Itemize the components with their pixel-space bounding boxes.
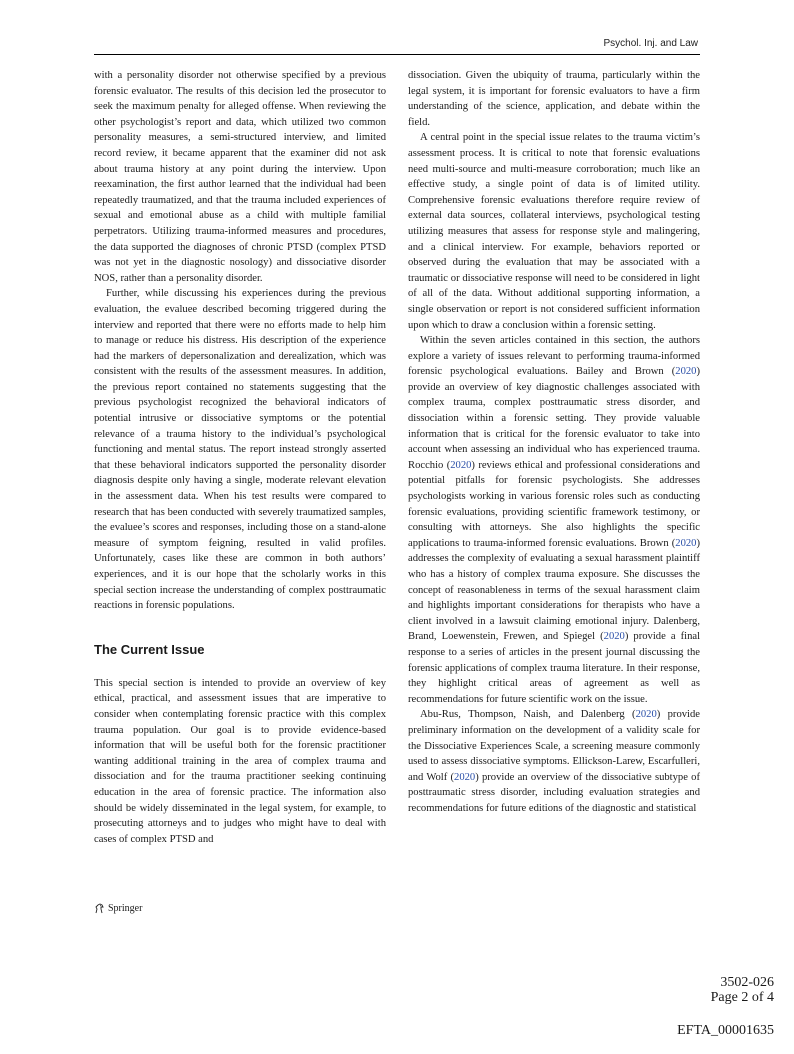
text-run: Abu-Rus, Thompson, Naish, and Dalenberg ( (420, 709, 636, 721)
text-run: Within the seven articles contained in this section, the authors explore a variety of issues relevant to performing trauma-informed forensic psychological evaluations. Bailey and Brown ( (408, 335, 700, 378)
right-paragraph-4 (408, 707, 700, 816)
right-paragraph-2: A central point in the special issue relates to the trauma victim’s assessment process. It is critical to note that forensic evaluations need multi-source and multi-measure corroboration; much like an effective study, a single point of data is of limited utility. Comprehensive forensic evaluations therefore require review of external data sources, collateral interviews, psychological testing utilizing measures that assess for response style and malingering, and a clinical interview. For example, behaviors reported or observed during the evaluation that may be associated with a traumatic or dissociative response will need to be considered in light of all of the data. Without additional supporting information, a single observation or report is not considered sufficient information upon which to draw a conclusion within a forensic setting. (408, 132, 700, 331)
text-run: ) provide a final response to a series of articles in the present journal discussing the forensic applications of complex trauma literature. In their response, they highlight critical areas of agreement as well as recommendations for future scientific work on the issue. (408, 631, 701, 705)
left-column (94, 68, 386, 847)
text-run: ) provide an overview of the dissociative subtype of posttraumatic stress disorder, including evaluation strategies and recommendations for future editions of the diagnostic and statistical (408, 771, 700, 814)
document-number: 3502-026 (720, 975, 774, 990)
right-column (408, 68, 700, 817)
publisher-logo (94, 903, 142, 914)
citation-link-abu-rus[interactable]: 2020 (635, 709, 657, 721)
efta-identifier: EFTA_00001635 (677, 1023, 774, 1038)
bates-stamp (711, 975, 774, 1005)
citation-link-ellickson-larew[interactable]: 2020 (454, 771, 476, 783)
text-run: ) reviews ethical and professional considerations and potential pitfalls for forensic psychologists. She addresses psychologists working in various forensic roles such as conducting forensic evaluations, providing scientific framework testimony, or consulting with attorneys. She also highlights the specific applications to trauma-informed forensic evaluations. Brown ( (408, 459, 700, 549)
right-paragraph-1: dissociation. Given the ubiquity of trauma, particularly within the legal system, it is important for forensic evaluators to have a firm understanding of the science, application, and debate within the field. (408, 70, 700, 128)
text-run: ) addresses the complexity of evaluating a sexual harassment plaintiff who has a history of complex trauma exposure. She discusses the concept of reasonableness in terms of the sexual harassment claim and highlights important considerations for therapists who have a client involved in a lawsuit claiming emotional injury. Dalenberg, Brand, Loewenstein, Frewen, and Spiegel ( (408, 537, 700, 643)
citation-link-bailey-brown[interactable]: 2020 (675, 366, 697, 378)
journal-running-header: Psychol. Inj. and Law (603, 38, 698, 49)
publisher-name: Springer (108, 903, 143, 914)
text-run: ) provide an overview of key diagnostic challenges associated with complex trauma, complex posttraumatic stress disorder, and dissociation within a forensic setting. They provide valuable information that is critical for the forensic evaluator to take into account when assessing an individual who has experienced trauma. Rocchio ( (408, 366, 700, 471)
springer-horse-icon (94, 903, 105, 914)
citation-link-rocchio[interactable]: 2020 (450, 459, 472, 471)
left-paragraph-2: Further, while discussing his experiences during the previous evaluation, the evaluee described becoming triggered during the interview and reported that there were no efforts made to help him to manage or reduce his distress. His description of the experience had the markers of depersonalization and derealization, which was consistent with the results of the assessment measures. In addition, the previous report contained no statements suggesting that the previous psychologist recognized the behavioral indicators of potential intrusive or dissociative symptoms or the potential relevance of a trauma history to the individual’s psychological functioning and mental status. The report instead strongly asserted that these behavioral indicators supported the personality disorder diagnosis despite only having a single, moderate relevant elevation in the assessment data. When his test results were compared to research that has been conducted with severely traumatized samples, the evaluee’s scores and responses, including those on a stand-alone measure of symptom feigning, resulted in valid profiles. Unfortunately, cases like these are common in both authors’ experiences, and it is our hope that the scholarly works in this special section increase the understanding of complex posttraumatic reactions in forensic populations. (94, 288, 386, 612)
page-label: Page 2 of 4 (710, 990, 774, 1005)
header-divider (94, 54, 700, 55)
left-paragraph-3: This special section is intended to provide an overview of key ethical, practical, and assessment issues that are imperative to consider when contemplating forensic practice with this complex trauma population. Our goal is to provide evidence-based information that will be useful both for the forensic practitioner wanting additional training in the area of complex trauma and dissociation and for the trauma practitioner seeking continuing education in the area of forensic practice. The information also should be widely disseminated in the legal system, for example, to prosecuting attorneys and to judges who might have to deal with cases of complex PTSD and (94, 677, 386, 845)
left-paragraph-1: with a personality disorder not otherwise specified by a previous forensic evaluator. The results of this decision led the prosecutor to seek the maximum penalty for alleged offense. When reviewing the other psychologist’s report and data, which utilized two common personality measures, a semi-structured interview, and limited record review, it became apparent that the examiner did not ask about trauma history at any point during the interview. Upon reexamination, the first author learned that the individual had been repeatedly traumatized, and that the trauma included experiences of sexual and emotional abuse as a child with multiple familial perpetrators. Utilizing trauma-informed measures and procedures, the data supported the diagnoses of chronic PTSD (complex PTSD was not yet in the diagnostic nosology) and dissociative disorder NOS, rather than a personality disorder. (94, 70, 386, 284)
section-heading-current-issue: The Current Issue (94, 641, 205, 657)
citation-link-dalenberg[interactable]: 2020 (603, 631, 625, 643)
text-run: ) provide preliminary information on the development of a validity scale for the Dissociative Experiences Scale, a screening measure commonly used to assess dissociative symptoms. Ellickson-Larew, Escarfulleri, and Wolf ( (408, 709, 700, 783)
citation-link-brown[interactable]: 2020 (675, 537, 697, 549)
right-paragraph-3 (408, 333, 700, 707)
